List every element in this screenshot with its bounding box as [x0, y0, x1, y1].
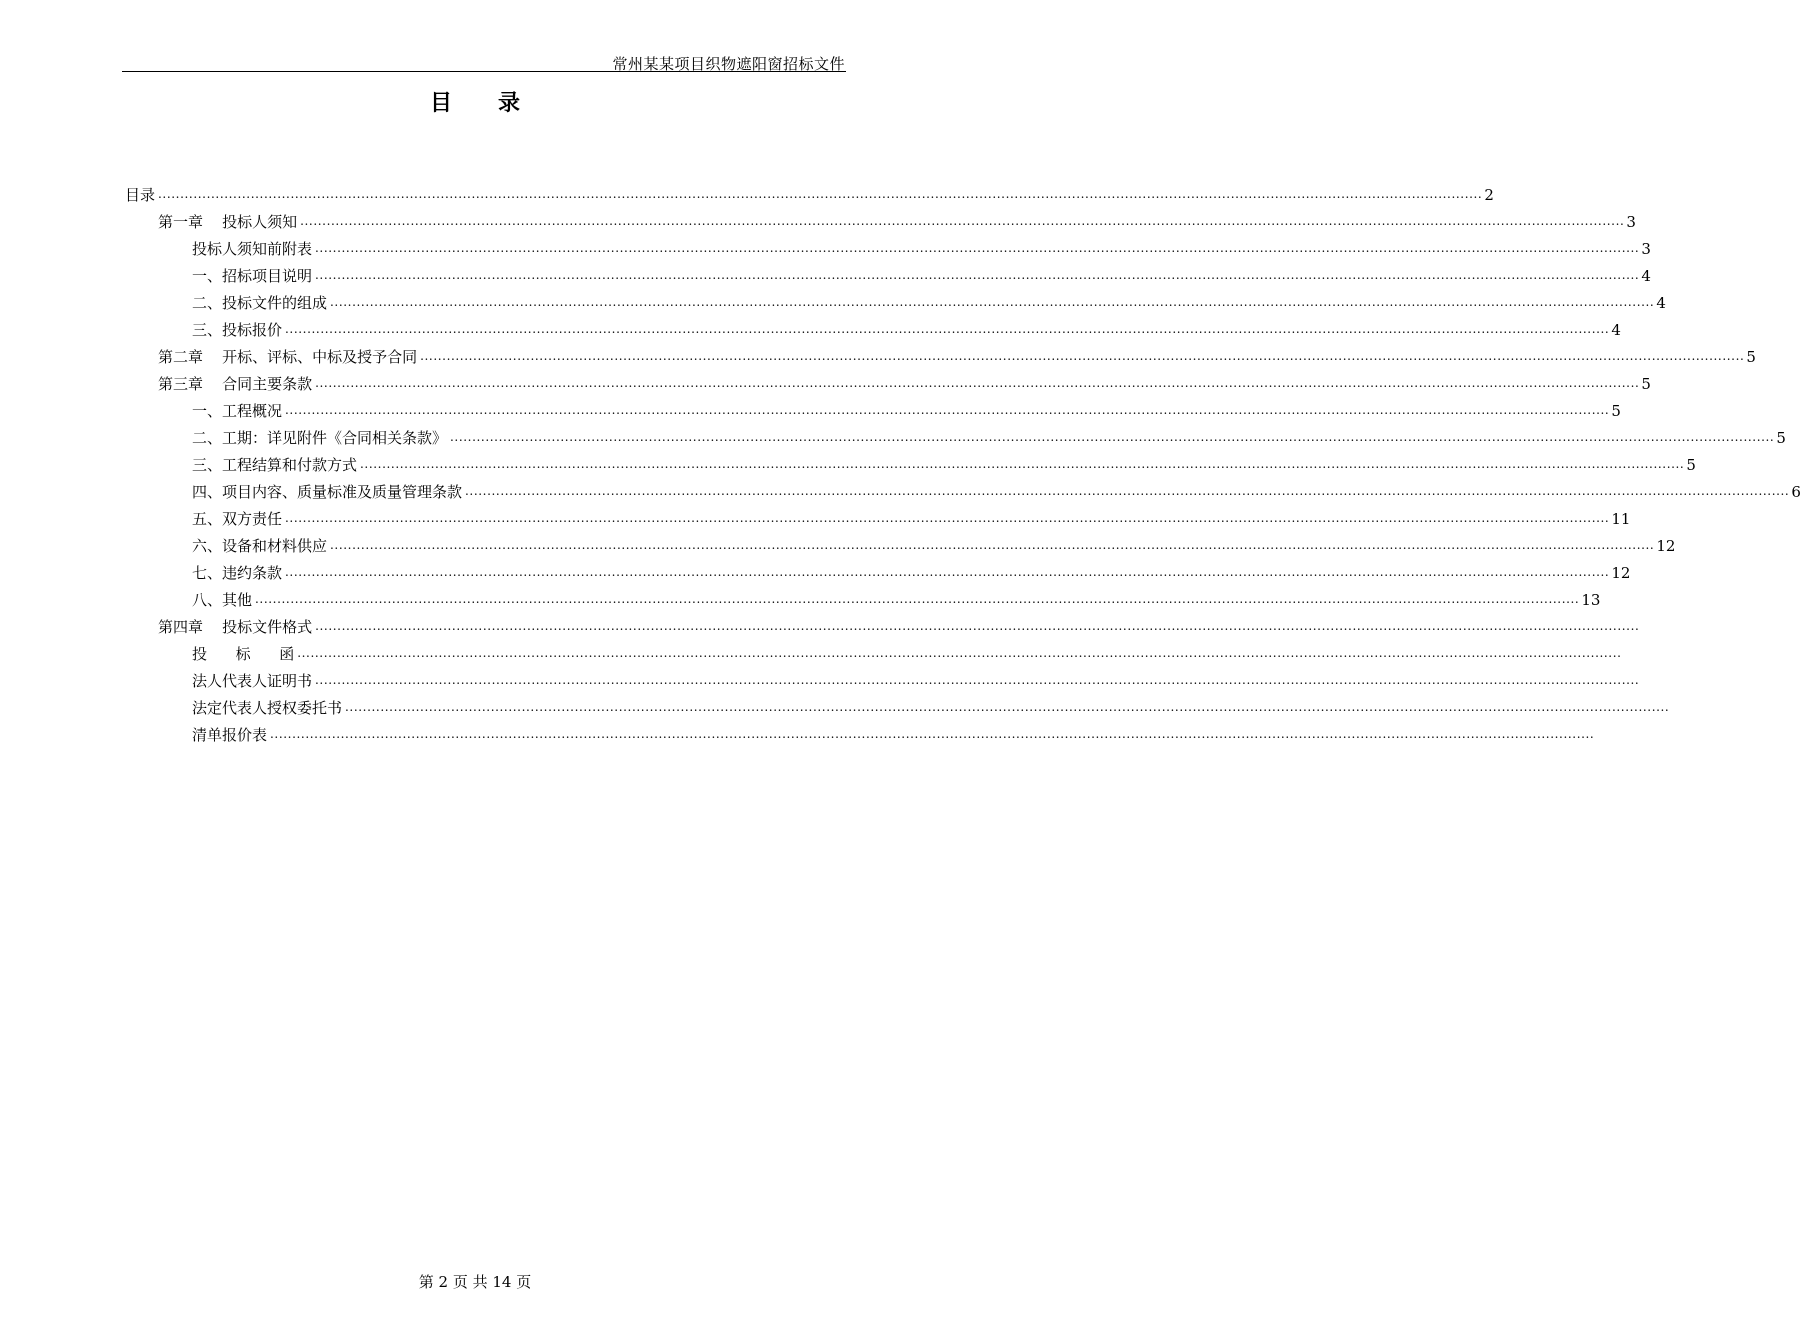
toc-entry-label: 第三章 合同主要条款 — [158, 375, 313, 393]
toc-entry-page: 4 — [1611, 321, 1621, 339]
toc-entry-page: 12 — [1656, 537, 1676, 555]
toc-entry-label: 三、工程结算和付款方式 — [192, 456, 358, 474]
toc-entry-label: 投标人须知前附表 — [192, 240, 313, 258]
toc-entry-page: 4 — [1656, 294, 1666, 312]
toc-entry-page: 11 — [1611, 510, 1631, 528]
toc-entry[interactable] — [192, 588, 1601, 610]
toc-entry[interactable] — [192, 318, 1621, 340]
toc-leader-dots: ............................................................................................................................................................................................................................................................................................................ — [450, 430, 1775, 444]
toc-entry[interactable] — [192, 264, 1651, 286]
toc-entry-label: 目录 — [125, 186, 156, 204]
toc-leader-dots: ............................................................................................................................................................................................................................................................................................................ — [315, 268, 1640, 282]
toc-entry[interactable] — [192, 507, 1631, 529]
toc-entry-label: 三、投标报价 — [192, 321, 283, 339]
toc-entry[interactable] — [192, 480, 1801, 502]
toc-leader-dots: ............................................................................................................................................................................................................................................................................................................ — [315, 673, 1640, 687]
toc-entry[interactable] — [158, 615, 1640, 637]
toc-leader-dots: ............................................................................................................................................................................................................................................................................................................ — [315, 241, 1640, 255]
toc-entry-page: 5 — [1686, 456, 1696, 474]
toc-leader-dots: ............................................................................................................................................................................................................................................................................................................ — [360, 457, 1685, 471]
toc-entry-page: 5 — [1641, 375, 1651, 393]
toc-entry-label: 二、工期：详见附件《合同相关条款》 — [192, 429, 448, 447]
toc-entry-page: 3 — [1626, 213, 1636, 231]
toc-leader-dots: ............................................................................................................................................................................................................................................................................................................ — [465, 484, 1790, 498]
running-header: 常州某某项目织物遮阳窗招标文件 — [612, 55, 845, 73]
toc-entry-label: 法定代表人授权委托书 — [192, 699, 343, 717]
toc-leader-dots: ............................................................................................................................................................................................................................................................................................................ — [297, 646, 1622, 660]
toc-leader-dots: ............................................................................................................................................................................................................................................................................................................ — [330, 295, 1655, 309]
toc-entry-page: 4 — [1641, 267, 1651, 285]
toc-leader-dots: ............................................................................................................................................................................................................................................................................................................ — [255, 592, 1580, 606]
toc-entry-label: 四、项目内容、质量标准及质量管理条款 — [192, 483, 463, 501]
toc-leader-dots: ............................................................................................................................................................................................................................................................................................................ — [285, 565, 1610, 579]
toc-entry[interactable] — [192, 723, 1595, 745]
toc-leader-dots: ............................................................................................................................................................................................................................................................................................................ — [270, 727, 1595, 741]
toc-leader-dots: ............................................................................................................................................................................................................................................................................................................ — [158, 187, 1483, 201]
toc-entry-page: 13 — [1581, 591, 1601, 609]
toc-entry[interactable] — [192, 669, 1640, 691]
toc-entry[interactable] — [192, 426, 1786, 448]
toc-entry[interactable] — [192, 534, 1676, 556]
toc-entry[interactable] — [192, 696, 1670, 718]
toc-entry[interactable] — [158, 372, 1651, 394]
toc-entry-label: 五、双方责任 — [192, 510, 283, 528]
toc-leader-dots: ............................................................................................................................................................................................................................................................................................................ — [315, 376, 1640, 390]
toc-entry[interactable] — [192, 237, 1651, 259]
toc-entry-page: 5 — [1776, 429, 1786, 447]
toc-entry-label: 八、其他 — [192, 591, 253, 609]
toc-entry-label: 第四章 投标文件格式 — [158, 618, 313, 636]
toc-entry-label: 六、设备和材料供应 — [192, 537, 328, 555]
toc-entry[interactable] — [158, 210, 1636, 232]
toc-entry-label: 法人代表人证明书 — [192, 672, 313, 690]
toc-entry-label: 清单报价表 — [192, 726, 268, 744]
toc-entry[interactable] — [192, 642, 1622, 664]
toc-entry[interactable] — [192, 561, 1631, 583]
toc-leader-dots: ............................................................................................................................................................................................................................................................................................................ — [300, 214, 1625, 228]
toc-entry-page: 6 — [1791, 483, 1801, 501]
toc-entry-label: 第二章 开标、评标、中标及授予合同 — [158, 348, 418, 366]
toc-entry-page: 12 — [1611, 564, 1631, 582]
toc-entry[interactable] — [192, 291, 1666, 313]
toc-entry-page: 3 — [1641, 240, 1651, 258]
toc-leader-dots: ............................................................................................................................................................................................................................................................................................................ — [285, 322, 1610, 336]
document-title: 目 录 — [430, 90, 520, 116]
toc-entry-label: 一、招标项目说明 — [192, 267, 313, 285]
toc-leader-dots: ............................................................................................................................................................................................................................................................................................................ — [330, 538, 1655, 552]
toc-leader-dots: ............................................................................................................................................................................................................................................................................................................ — [285, 511, 1610, 525]
toc-entry-label: 一、工程概况 — [192, 402, 283, 420]
toc-leader-dots: ............................................................................................................................................................................................................................................................................................................ — [420, 349, 1745, 363]
toc-entry-label: 第一章 投标人须知 — [158, 213, 298, 231]
toc-entry-page: 2 — [1484, 186, 1494, 204]
header-rule — [122, 71, 846, 72]
toc-entry-page: 5 — [1611, 402, 1621, 420]
toc-leader-dots: ............................................................................................................................................................................................................................................................................................................ — [315, 619, 1640, 633]
toc-leader-dots: ............................................................................................................................................................................................................................................................................................................ — [285, 403, 1610, 417]
page-footer: 第 2 页 共 14 页 — [418, 1273, 532, 1291]
toc-entry[interactable] — [192, 453, 1696, 475]
toc-entry-page: 5 — [1746, 348, 1756, 366]
toc-entry-label: 投 标 函 — [192, 645, 295, 663]
toc-leader-dots: ............................................................................................................................................................................................................................................................................................................ — [345, 700, 1670, 714]
toc-entry[interactable] — [192, 399, 1621, 421]
toc-entry-label: 二、投标文件的组成 — [192, 294, 328, 312]
toc-entry[interactable] — [125, 183, 1494, 205]
toc-entry-label: 七、违约条款 — [192, 564, 283, 582]
toc-entry[interactable] — [158, 345, 1756, 367]
